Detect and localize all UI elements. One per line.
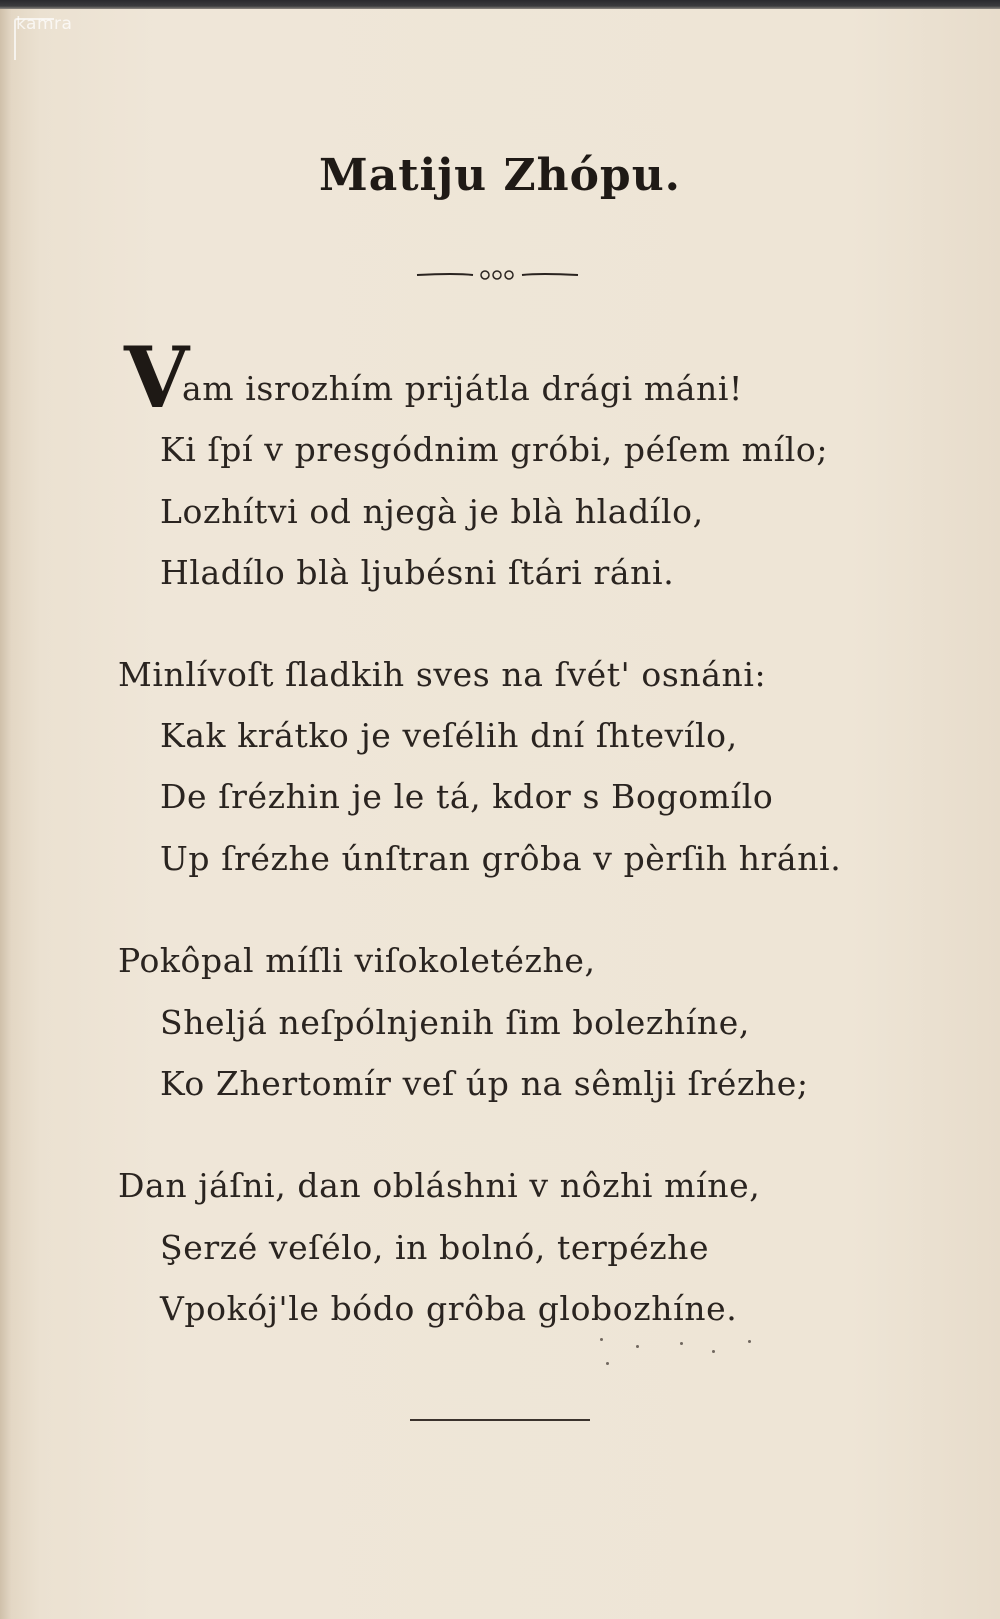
poem-line: Şerzé veſélo, in bolnó, terpézhe <box>160 1228 710 1267</box>
top-edge <box>0 0 1000 9</box>
watermark: kamra <box>16 14 73 34</box>
title-ornament <box>415 268 580 282</box>
poem-line: Ki ſpí v presgódnim gróbi, péſem mílo; <box>160 430 829 469</box>
poem-line: De ſrézhin je le tá, kdor s Bogomílo <box>160 777 774 816</box>
poem-line: Pokôpal míſli viſokoletézhe, <box>118 941 596 980</box>
poem-line: Ko Zhertomír veſ úp na sêmlji ſrézhe; <box>160 1064 809 1103</box>
poem-line: Vpokój'le bódo grôba globozhíne. <box>160 1289 738 1328</box>
left-edge <box>0 9 12 1619</box>
drop-cap: V <box>124 328 190 427</box>
closing-rule <box>410 1419 590 1421</box>
poem-line: Dan jáſni, dan obláshni v nôzhi míne, <box>118 1166 761 1205</box>
poem-title: Matiju Zhópu. <box>318 150 681 201</box>
poem-line: Kak krátko je veſélih dní ſhtevílo, <box>160 716 738 755</box>
poem-line: am isrozhím prijátla drági máni! <box>182 369 743 408</box>
poem-line: Sheljá neſpólnjenih ſim bolezhíne, <box>160 1003 750 1042</box>
poem-line: Minlívoſt ſladkih sves na ſvét' osnáni: <box>118 655 767 694</box>
poem-line: Up ſrézhe únſtran grôba v pèrſih hráni. <box>160 839 842 878</box>
poem-line: Lozhítvi od njegà je blà hladílo, <box>160 492 704 531</box>
poem-line: Hladílo blà ljubésni ſtári ráni. <box>160 553 675 592</box>
